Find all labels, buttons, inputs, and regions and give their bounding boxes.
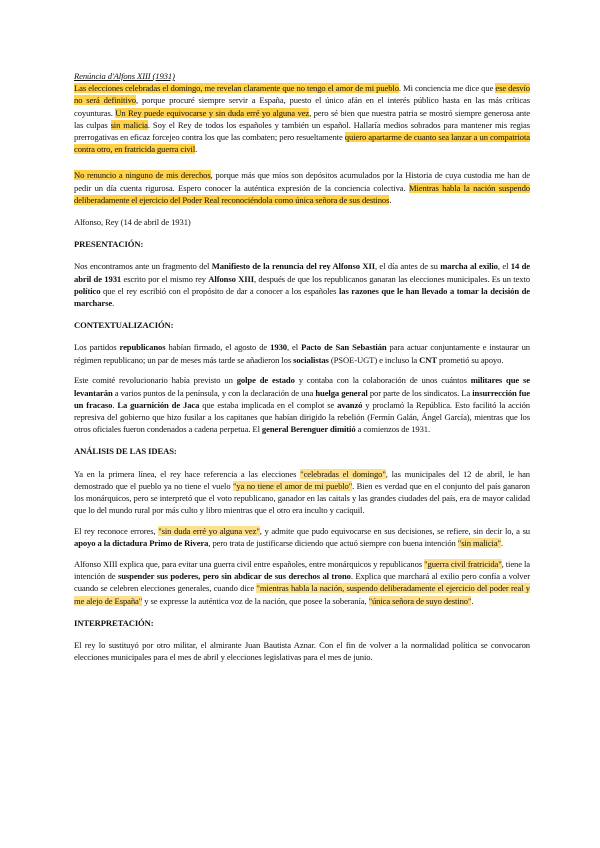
highlight: "celebradas el domingo" bbox=[300, 468, 386, 479]
text: que el rey escribió con el propósito de dar a conocer a los españoles bbox=[100, 285, 339, 296]
text: y contaba con la colaboración de unos cuántos bbox=[294, 375, 471, 386]
contexto-paragraph-2 bbox=[74, 374, 530, 435]
text: . bbox=[112, 399, 118, 410]
bold-text: político bbox=[74, 285, 101, 296]
highlight: "ya no tiene el amor de mi pueblo" bbox=[232, 480, 353, 491]
source-paragraph-2 bbox=[74, 169, 530, 206]
text: , después de que los republicanos ganaran las elecciones municipales. Es un texto bbox=[253, 273, 530, 284]
text: , las municipales del 12 de abril, le han demostrado que el pueblo ya no tiene el vuelo bbox=[74, 468, 531, 491]
highlight: "mientras habla la nación, suspendo deliberadamente el ejercicio del poder real y me alejo de España" bbox=[74, 583, 530, 606]
highlight: Mientras habla la nación suspendo deliberadamente el ejercicio del Poder Real reconociéndola como única señora de sus destinos bbox=[74, 182, 530, 205]
bold-text: 1930 bbox=[270, 342, 287, 353]
analisis-paragraph-3 bbox=[74, 558, 530, 607]
text: Los partidos bbox=[74, 342, 120, 353]
bold-text: golpe de estado bbox=[236, 375, 295, 386]
text: El rey reconoce errores, bbox=[74, 526, 159, 537]
document-title: Renúncia d'Alfons XIII (1931) bbox=[74, 71, 175, 81]
bold-text: Manifiesto de la renuncia del rey Alfonso XII bbox=[211, 261, 375, 272]
heading-text: CONTEXTUALIZACIÓN bbox=[74, 320, 171, 331]
text: , pero sé bien que nuestra patria se mostró siempre generosa ante las culpas bbox=[74, 107, 530, 130]
bold-text: Alfonso XIII bbox=[208, 273, 254, 284]
text: . Explica que marchará al exilio pero confía a volver cuando se celebren elecciones generales, cuando dice bbox=[74, 571, 530, 594]
text: y proclamó la República. Esto facilitó la acción represiva del gobierno que hizo fusilar a los capitanes que habían dirigido la rebelión (Fermín Galán, Ángel García), mientras que los otros oficiales fueron condenados a cadena perpetua. El bbox=[74, 399, 530, 435]
contexto-paragraph-1 bbox=[74, 341, 530, 365]
bold-text: las razones que le han llevado a tomar la decisión de marcharse bbox=[74, 285, 530, 309]
text: , el bbox=[286, 342, 302, 353]
text: habían firmado, el agosto de bbox=[165, 342, 271, 353]
bold-text: insurrección fue un fracaso bbox=[74, 387, 531, 410]
text: Ya en la primera línea, el rey hace referencia a las elecciones bbox=[74, 468, 301, 479]
highlight: "sin malicia" bbox=[457, 538, 501, 549]
text: , pero trata de justificarse diciendo que actuó siempre con buena intención bbox=[208, 538, 458, 549]
highlight: Las elecciones celebradas el domingo, me revelan claramente que no tengo el amor de mi pueblo bbox=[74, 83, 399, 94]
text: a comienzos de 1931. bbox=[355, 424, 431, 435]
bold-text: 14 de abril de 1931 bbox=[74, 261, 530, 284]
text: . bbox=[195, 144, 198, 155]
text: , porque más que míos son depósitos acumulados por la Historia de cuya custodia me han de pedir un día cuenta rigurosa. Espero conocer la auténtica expresión de la conciencia colectiva. bbox=[74, 170, 530, 193]
bold-text: socialistas bbox=[293, 354, 329, 365]
bold-text: republicanos bbox=[119, 342, 166, 353]
heading-interpretacion: INTERPRETACIÓN: bbox=[74, 617, 154, 628]
presentacion-paragraph bbox=[74, 260, 530, 309]
highlight: quiero apartarme de cuanto sea lanzar a un compatriota contra otro, en fratricida guerra civil bbox=[74, 132, 530, 155]
signature: Alfonso, Rey (14 de abril de 1931) bbox=[74, 217, 191, 228]
heading-contextualizacion: CONTEXTUALIZACIÓN: bbox=[74, 320, 174, 331]
text: . bbox=[112, 298, 115, 309]
text: , tiene la intención de bbox=[74, 559, 530, 582]
text: . Mi conciencia me dice que bbox=[398, 83, 496, 94]
highlight: No renuncio a ninguno de mis derechos bbox=[74, 170, 211, 181]
bold-text: huelga general bbox=[315, 387, 368, 398]
text: . Soy el Rey de todos los españoles y también un español. Hallaría medios sobrados para mantener mis regias prerrogativas en eficaz forcejeo contra los que las combaten; pero resueltamente bbox=[74, 119, 530, 143]
heading-analisis: ANÁLISIS DE LAS IDEAS: bbox=[74, 446, 177, 457]
text: que estaba implicada en el complot se bbox=[199, 399, 338, 410]
text: y se expresse la auténtica voz de la nación, que posee la soberanía, bbox=[142, 595, 369, 606]
text: , y admite que pudo equivocarse en sus decisiones, se refiere, sin decir lo, a su bbox=[259, 526, 531, 537]
bold-text: La guarnición de Jaca bbox=[117, 399, 200, 410]
text: . Bien es verdad que en el conjunto del país ganaron los monárquicos, pero se interpretó que el voto republicano, ganador en las caitals y las grandes ciudades del país, era de mayor calidad que lo del mundo rural por más culto y libro mientras que el otro era inculto y caciquil. bbox=[74, 480, 530, 516]
text: , porque procuré siempre servir a España, puesto el único afán en el interés público hasta en las más críticas coyunturas. bbox=[74, 95, 530, 118]
highlight: "guerra civil fratricida" bbox=[424, 559, 502, 570]
text: prometió su apoyo. bbox=[437, 354, 504, 365]
highlight: Un Rey puede equivocarse y sin duda erré yo alguna vez bbox=[115, 107, 310, 118]
bold-text: militares que se levantarán bbox=[74, 375, 530, 398]
heading-text: INTERPRETACIÓN bbox=[74, 617, 151, 628]
highlight: "única señora de suyo destino" bbox=[368, 595, 472, 606]
text: , el día antes de su bbox=[374, 261, 441, 272]
heading-text: ANÁLISIS DE LAS IDEAS bbox=[74, 446, 174, 457]
highlight: ese desvío no será definitivo bbox=[74, 83, 530, 106]
bold-text: suspender sus poderes, pero sin abdicar de sus derechos al trono bbox=[118, 571, 351, 582]
text: escrito por el mismo rey bbox=[121, 273, 209, 284]
highlight: "sin duda erré yo alguna vez" bbox=[158, 526, 260, 537]
bold-text: apoyo a la dictadura Primo de Rivera bbox=[74, 538, 209, 549]
text: . bbox=[389, 194, 392, 205]
bold-text: CNT bbox=[419, 354, 437, 365]
bold-text: avanzó bbox=[337, 399, 363, 410]
text: , el bbox=[497, 261, 511, 272]
bold-text: Pacto de San Sebastián bbox=[301, 342, 387, 353]
text: por parte de los sindicatos. La bbox=[367, 387, 473, 398]
text: a varios puntos de la península, y con la declaración de una bbox=[112, 387, 316, 398]
interpretacion-paragraph: El rey lo sustituyó por otro militar, el almirante Juan Bautista Aznar. Con el fin de volver a la normalidad política se convocaron elecciones municipales para el mes de abril y elecciones legislativas para el mes de junio. bbox=[74, 640, 530, 663]
analisis-paragraph-1 bbox=[74, 468, 530, 517]
highlight: sin malicia bbox=[110, 119, 148, 130]
text: Alfonso XIII explica que, para evitar una guerra civil entre españoles, entre monárquicos y republicanos bbox=[74, 559, 425, 570]
heading-presentacion: PRESENTACIÓN: bbox=[74, 239, 144, 250]
text: Nos encontramos ante un fragmento del bbox=[74, 261, 212, 272]
heading-text: PRESENTACIÓN bbox=[74, 239, 141, 250]
text: para actuar conjuntamente e instaurar un régimen republicano; un par de meses más tarde se añadieron los bbox=[74, 342, 530, 365]
analisis-paragraph-2 bbox=[74, 525, 530, 549]
text: . bbox=[471, 595, 474, 606]
text: (PSOE-UGT) e incluso la bbox=[328, 354, 420, 365]
source-paragraph-1 bbox=[74, 82, 530, 155]
bold-text: general Berenguer dimitió bbox=[261, 424, 356, 435]
document-page bbox=[74, 70, 530, 672]
text: . bbox=[500, 538, 504, 549]
bold-text: marcha al exilio bbox=[440, 261, 498, 272]
text: Este comité revolucionario había previsto un bbox=[74, 375, 237, 386]
